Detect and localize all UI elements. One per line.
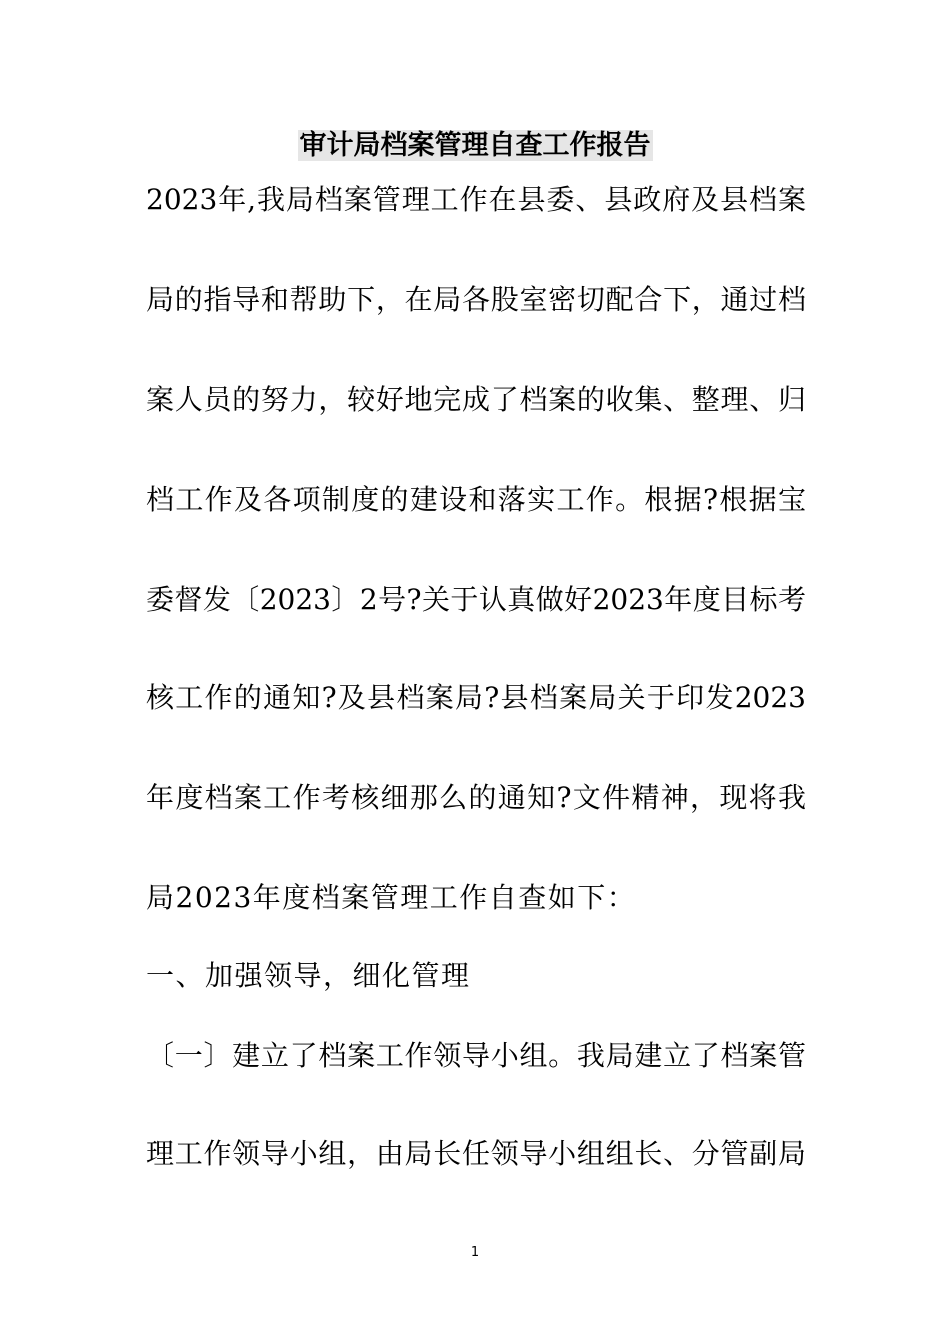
- body-line: 档工作及各项制度的建设和落实工作。根据?根据宝: [146, 483, 806, 516]
- body-line: 2023年,我局档案管理工作在县委、县政府及县档案: [146, 183, 806, 216]
- body-line: 核工作的通知?及县档案局?县档案局关于印发2023: [146, 681, 806, 714]
- page-number: 1: [470, 1245, 480, 1260]
- body-line: 理工作领导小组，由局长任领导小组组长、分管副局: [146, 1137, 806, 1170]
- document-title-text: 审计局档案管理自查工作报告: [299, 130, 651, 161]
- body-line: 案人员的努力，较好地完成了档案的收集、整理、归: [146, 383, 806, 416]
- document-title: [0, 124, 950, 168]
- body-line: 年度档案工作考核细那么的通知?文件精神，现将我: [146, 781, 806, 814]
- body-line: 局2023年度档案管理工作自查如下：: [146, 881, 637, 914]
- section-heading: 一、加强领导，细化管理: [146, 959, 471, 992]
- body-line: 〔一〕建立了档案工作领导小组。我局建立了档案管: [146, 1039, 806, 1072]
- body-line: 委督发〔2023〕2号?关于认真做好2023年度目标考: [146, 583, 806, 616]
- body-line: 局的指导和帮助下，在局各股室密切配合下，通过档: [146, 283, 806, 316]
